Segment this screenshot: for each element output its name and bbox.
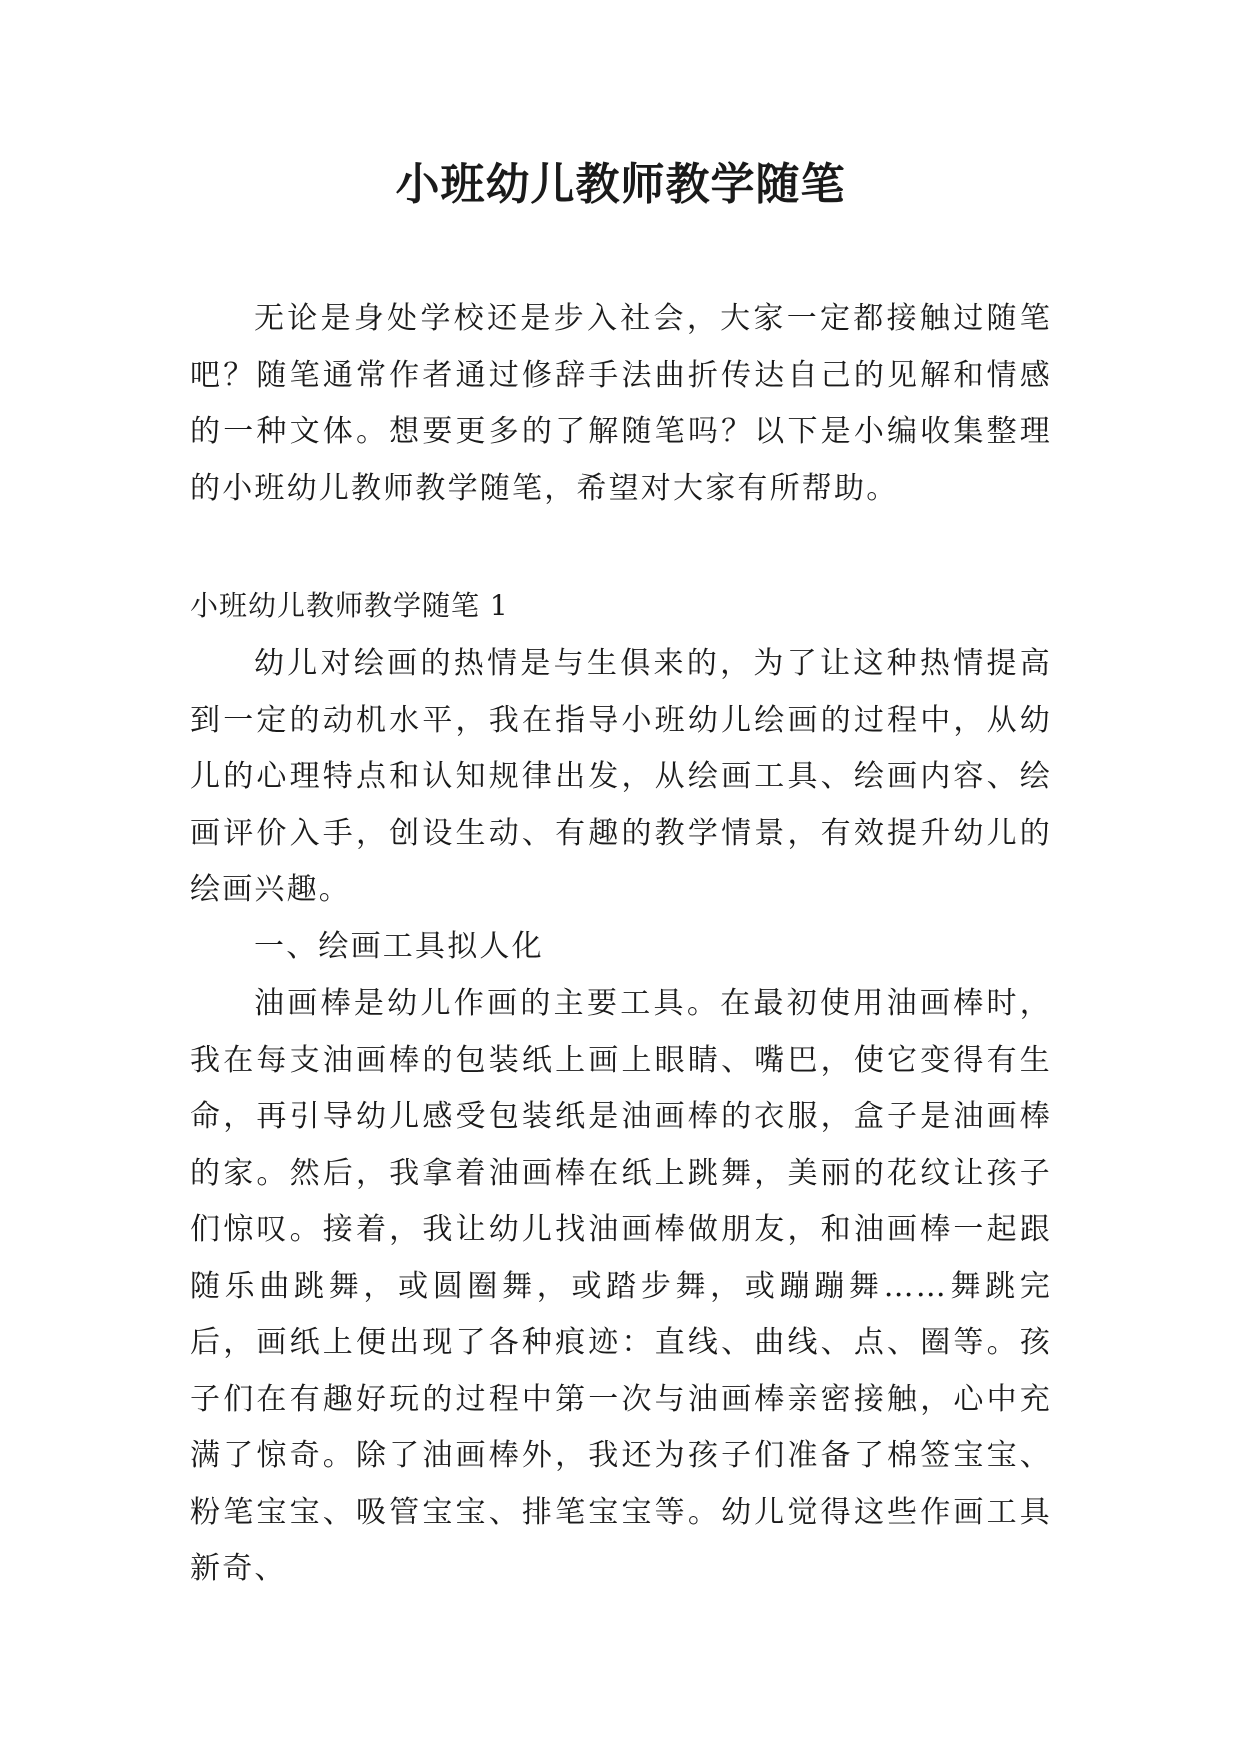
intro-paragraph: 无论是身处学校还是步入社会，大家一定都接触过随笔吧？随笔通常作者通过修辞手法曲折传达自己的见解和情感的一种文体。想要更多的了解随笔吗？以下是小编收集整理的小班幼儿教师教学随笔，希望对大家有所帮助。: [190, 301, 1052, 506]
section-heading: 小班幼儿教师教学随笔 1: [190, 589, 509, 622]
paragraph-1: 幼儿对绘画的热情是与生俱来的，为了让这种热情提高到一定的动机水平，我在指导小班幼儿绘画的过程中，从幼儿的心理特点和认知规律出发，从绘画工具、绘画内容、绘画评价入手，创设生动、有趣的教学情景，有效提升幼儿的绘画兴趣。: [190, 646, 1052, 907]
document-title: 小班幼儿教师教学随笔: [395, 159, 846, 210]
paragraph-2: 油画棒是幼儿作画的主要工具。在最初使用油画棒时，我在每支油画棒的包装纸上画上眼睛、嘴巴，使它变得有生命，再引导幼儿感受包装纸是油画棒的衣服，盒子是油画棒的家。然后，我拿着油画棒在纸上跳舞，美丽的花纹让孩子们惊叹。接着，我让幼儿找油画棒做朋友，和油画棒一起跟随乐曲跳舞，或圆圈舞，或踏步舞，或蹦蹦舞……舞跳完后，画纸上便出现了各种痕迹：直线、曲线、点、圈等。孩子们在有趣好玩的过程中第一次与油画棒亲密接触，心中充满了惊奇。除了油画棒外，我还为孩子们准备了棉签宝宝、粉笔宝宝、吸管宝宝、排笔宝宝等。幼儿觉得这些作画工具新奇、: [190, 986, 1052, 1586]
sub-heading: 一、绘画工具拟人化: [254, 929, 544, 964]
